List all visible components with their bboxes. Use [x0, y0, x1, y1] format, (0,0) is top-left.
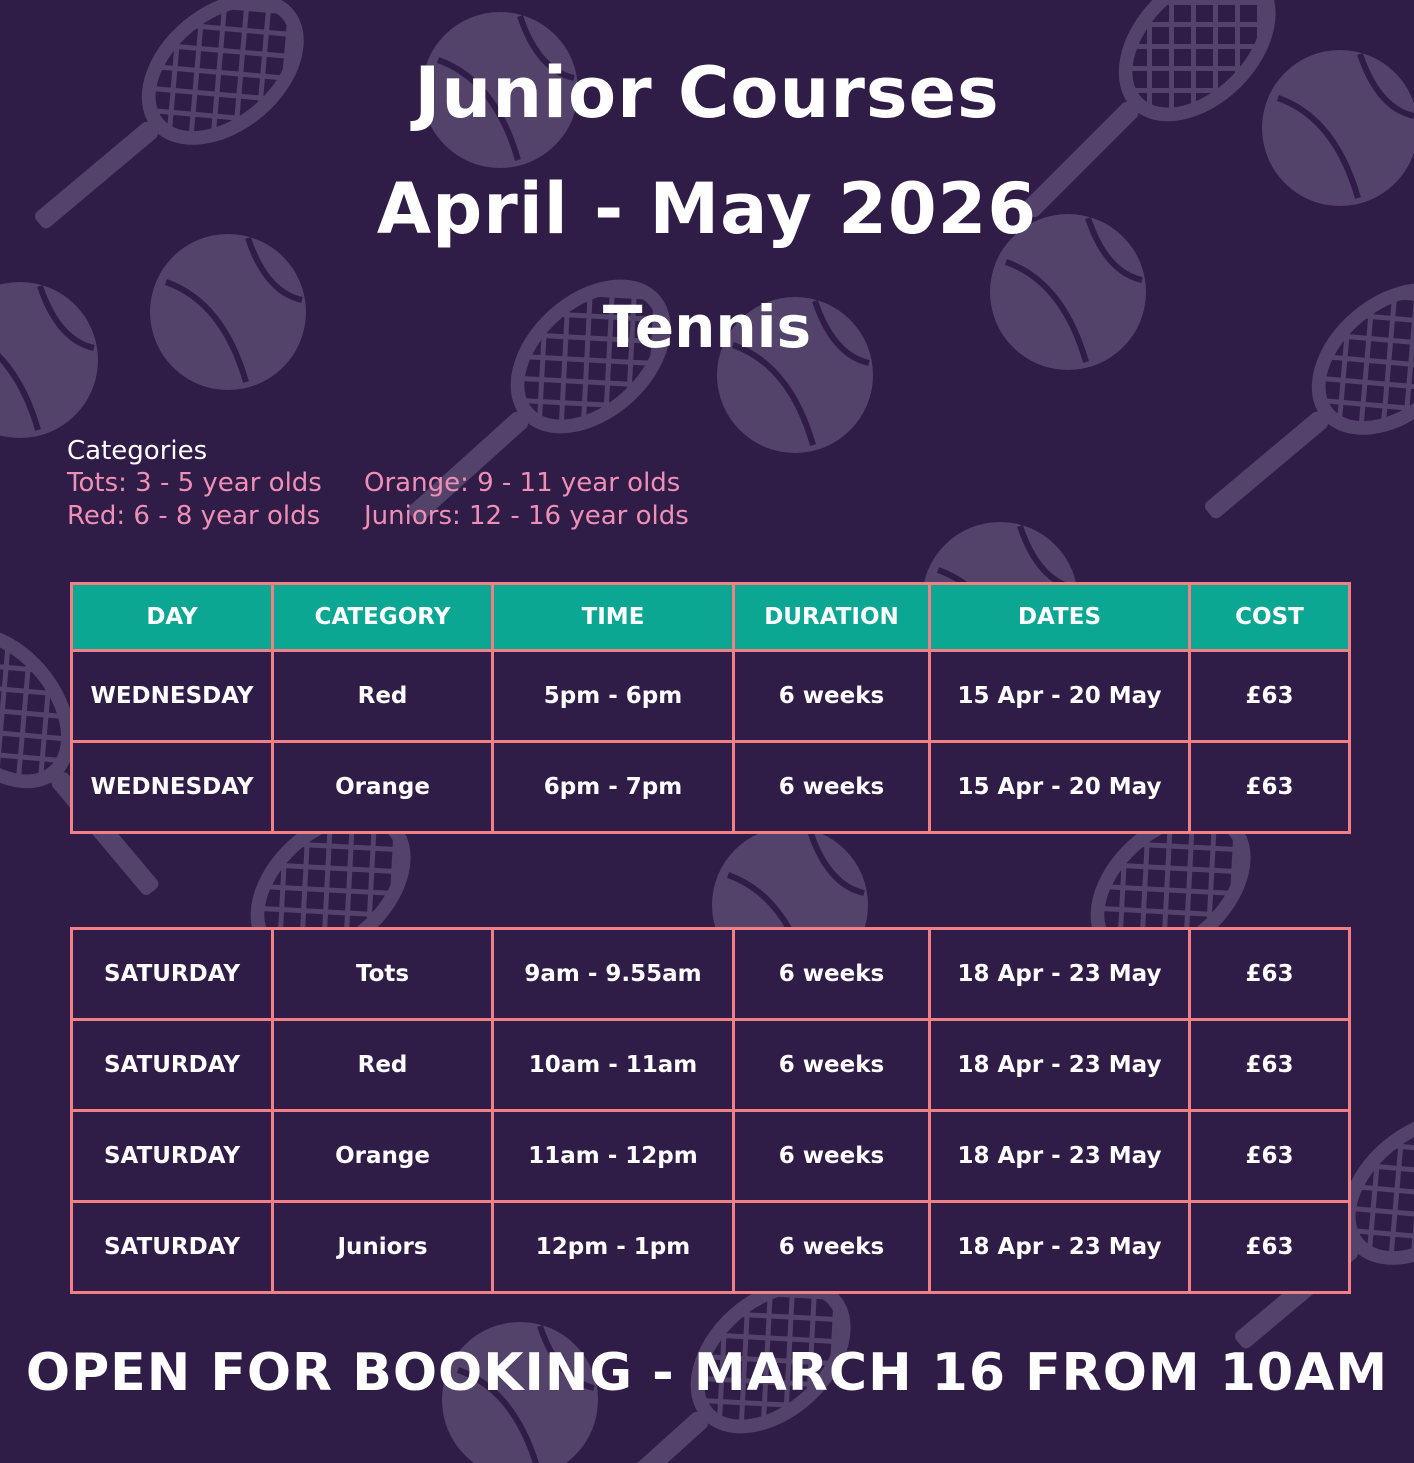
cell-time: 5pm - 6pm	[493, 651, 734, 742]
cell-duration: 6 weeks	[734, 929, 930, 1020]
cell-cost: £63	[1190, 1202, 1350, 1293]
table-row	[72, 651, 1350, 742]
table-row	[72, 929, 1350, 1020]
cell-dates: 15 Apr - 20 May	[930, 651, 1190, 742]
category-orange: Orange: 9 - 11 year olds	[364, 468, 681, 498]
cell-dates: 18 Apr - 23 May	[930, 1202, 1190, 1293]
cell-duration: 6 weeks	[734, 651, 930, 742]
table-row	[72, 1020, 1350, 1111]
cell-cost: £63	[1190, 1111, 1350, 1202]
date-range-title: April - May 2026	[376, 168, 1038, 250]
header-duration: DURATION	[734, 584, 930, 651]
cell-cost: £63	[1190, 929, 1350, 1020]
cell-category: Red	[273, 651, 493, 742]
weekday-schedule-table	[70, 582, 1351, 834]
cell-category: Orange	[273, 742, 493, 833]
cell-day: WEDNESDAY	[72, 651, 273, 742]
header-time: TIME	[493, 584, 734, 651]
category-tots: Tots: 3 - 5 year olds	[67, 468, 322, 498]
cell-cost: £63	[1190, 651, 1350, 742]
cell-duration: 6 weeks	[734, 1111, 930, 1202]
cell-duration: 6 weeks	[734, 1202, 930, 1293]
cell-time: 11am - 12pm	[493, 1111, 734, 1202]
cell-category: Juniors	[273, 1202, 493, 1293]
header-category: CATEGORY	[273, 584, 493, 651]
cell-duration: 6 weeks	[734, 742, 930, 833]
cell-day: SATURDAY	[72, 1111, 273, 1202]
cell-category: Tots	[273, 929, 493, 1020]
cell-time: 10am - 11am	[493, 1020, 734, 1111]
table-row	[72, 742, 1350, 833]
cell-duration: 6 weeks	[734, 1020, 930, 1111]
cell-time: 6pm - 7pm	[493, 742, 734, 833]
cell-dates: 18 Apr - 23 May	[930, 929, 1190, 1020]
cell-cost: £63	[1190, 742, 1350, 833]
cell-day: SATURDAY	[72, 929, 273, 1020]
cell-dates: 18 Apr - 23 May	[930, 1020, 1190, 1111]
cell-time: 12pm - 1pm	[493, 1202, 734, 1293]
page-title: Junior Courses	[414, 52, 1000, 134]
cell-category: Orange	[273, 1111, 493, 1202]
weekend-schedule-table	[70, 927, 1351, 1294]
header-day: DAY	[72, 584, 273, 651]
cell-dates: 15 Apr - 20 May	[930, 742, 1190, 833]
category-red: Red: 6 - 8 year olds	[67, 501, 321, 531]
cell-day: WEDNESDAY	[72, 742, 273, 833]
table-row	[72, 1111, 1350, 1202]
table-row	[72, 1202, 1350, 1293]
cell-dates: 18 Apr - 23 May	[930, 1111, 1190, 1202]
sport-subtitle: Tennis	[602, 293, 812, 361]
cell-day: SATURDAY	[72, 1020, 273, 1111]
cell-time: 9am - 9.55am	[493, 929, 734, 1020]
header-cost: COST	[1190, 584, 1350, 651]
header-dates: DATES	[930, 584, 1190, 651]
cell-category: Red	[273, 1020, 493, 1111]
categories-heading: Categories	[67, 436, 208, 466]
booking-notice: OPEN FOR BOOKING - MARCH 16 FROM 10AM	[25, 1343, 1389, 1403]
cell-day: SATURDAY	[72, 1202, 273, 1293]
category-juniors: Juniors: 12 - 16 year olds	[364, 501, 689, 531]
cell-cost: £63	[1190, 1020, 1350, 1111]
table-header-row	[72, 584, 1350, 651]
